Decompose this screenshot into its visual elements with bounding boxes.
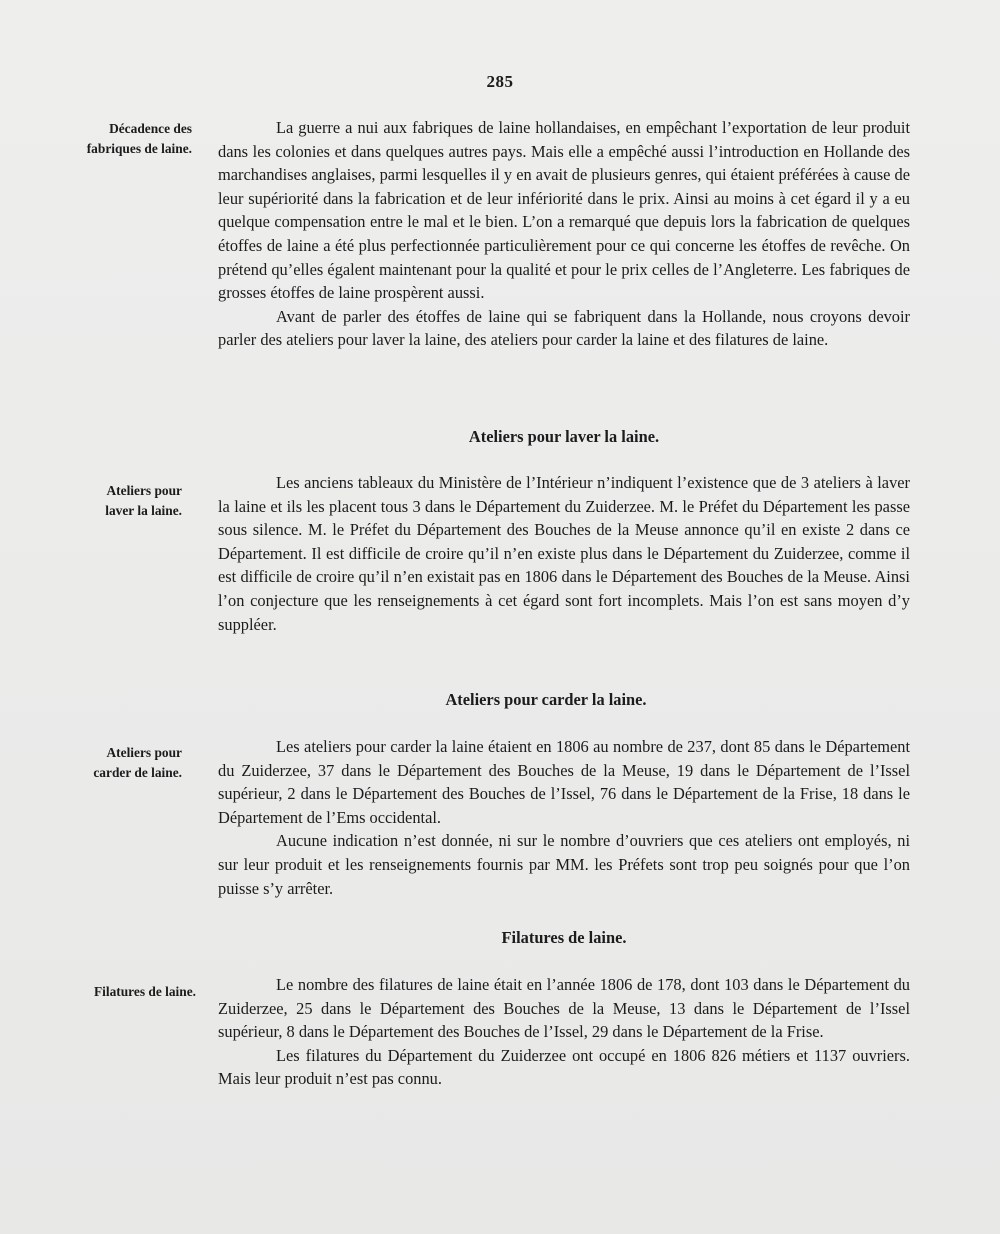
section-heading-filatures: Filatures de laine. xyxy=(501,928,627,947)
margin-note-carder xyxy=(93,743,182,782)
margin-note-line: Filatures de laine. xyxy=(93,984,196,999)
paragraph: Les filatures du Département du Zuiderzee ont occupé en 1806 826 métiers et 1137 ouvriers. Mais leur produit n’est pas connu. xyxy=(218,1045,910,1089)
section-laver xyxy=(218,471,910,636)
paragraph: Aucune indication n’est donnée, ni sur le nombre d’ouvriers que ces ateliers ont employés, ni sur leur produit et les renseignements fournis par MM. les Préfets sont trop peu soignés pour que l’on puisse s’y arrêter. xyxy=(218,831,910,898)
section-carder xyxy=(218,735,910,900)
paragraph: Le nombre des filatures de laine était en l’année 1806 de 178, dont 103 dans le Département du Zuiderzee, 25 dans le Département des Bouches de la Meuse, 13 dans le Département de l’Issel supérieur, 8 dans le Département des Bouches de l’Issel, 29 dans le Département de la Frise. xyxy=(218,975,910,1042)
margin-note-filatures xyxy=(94,982,196,1002)
paragraph: Les ateliers pour carder la laine étaient en 1806 au nombre de 237, dont 85 dans le Département du Zuiderzee, 37 dans le Département des Bouches de la Meuse, 19 dans le Département de l’Issel supérieur, 2 dans le Département des Bouches de l’Issel, 76 dans le Département de la Frise, 18 dans le Département de l’Ems occidental. xyxy=(218,737,910,827)
page-number: 285 xyxy=(486,72,514,91)
margin-note-line: Décadence des xyxy=(109,121,192,136)
margin-note-laver xyxy=(105,481,182,520)
section-filatures xyxy=(218,973,910,1091)
margin-note-line: Ateliers pour xyxy=(106,483,182,498)
section-heading-carder: Ateliers pour carder la laine. xyxy=(445,690,647,709)
paragraph: Avant de parler des étoffes de laine qui se fabriquent dans la Hollande, nous croyons devoir parler des ateliers pour laver la laine, des ateliers pour carder la laine et des filatures de laine. xyxy=(218,306,910,350)
margin-note-decadence xyxy=(87,119,192,158)
paragraph: La guerre a nui aux fabriques de laine hollandaises, en empêchant l’exportation de leur produit dans les colonies et dans quelques autres pays. Mais elle a empêché aussi l’introduction en Hollande des marchandises anglaises, parmi lesquelles il y en avait de plusieurs genres, qui étaient préférées à cause de leur supériorité dans la fabrication et de leur infériorité dans le prix. Ainsi au moins à cet égard il y a eu quelque compensation entre le mal et le bien. L’on a remarqué que depuis lors la fabrication de quelques étoffes de laine a été plus perfectionnée particulièrement pour ce qui concerne les étoffes de revêche. On prétend qu’elles égalent maintenant pour la qualité et pour le prix celles de l’Angleterre. Les fabriques de grosses étoffes de laine prospèrent aussi. xyxy=(218,118,910,303)
margin-note-line: carder de laine. xyxy=(93,764,182,780)
section-decadence xyxy=(218,116,910,352)
margin-note-line: Ateliers pour xyxy=(106,745,182,760)
margin-note-line: laver la laine. xyxy=(105,502,182,518)
paragraph: Les anciens tableaux du Ministère de l’Intérieur n’indiquent l’existence que de 3 ateliers à laver la laine et ils les placent tous 3 dans le Département du Zuiderzee. M. le Préfet du Département les passe sous silence. M. le Préfet du Département des Bouches de la Meuse annonce qu’il en existe 2 dans ce Département. Il est difficile de croire qu’il n’en existe plus dans le Département du Zuiderzee, comme il est difficile de croire qu’il n’en existait pas en 1806 dans le Département des Bouches de la Meuse. Ainsi l’on conjecture que les renseignements à cet égard sont fort incomplets. Mais l’on est sans moyen d’y suppléer. xyxy=(218,473,910,634)
margin-note-line: fabriques de laine. xyxy=(86,140,192,156)
section-heading-laver: Ateliers pour laver la laine. xyxy=(468,427,660,446)
